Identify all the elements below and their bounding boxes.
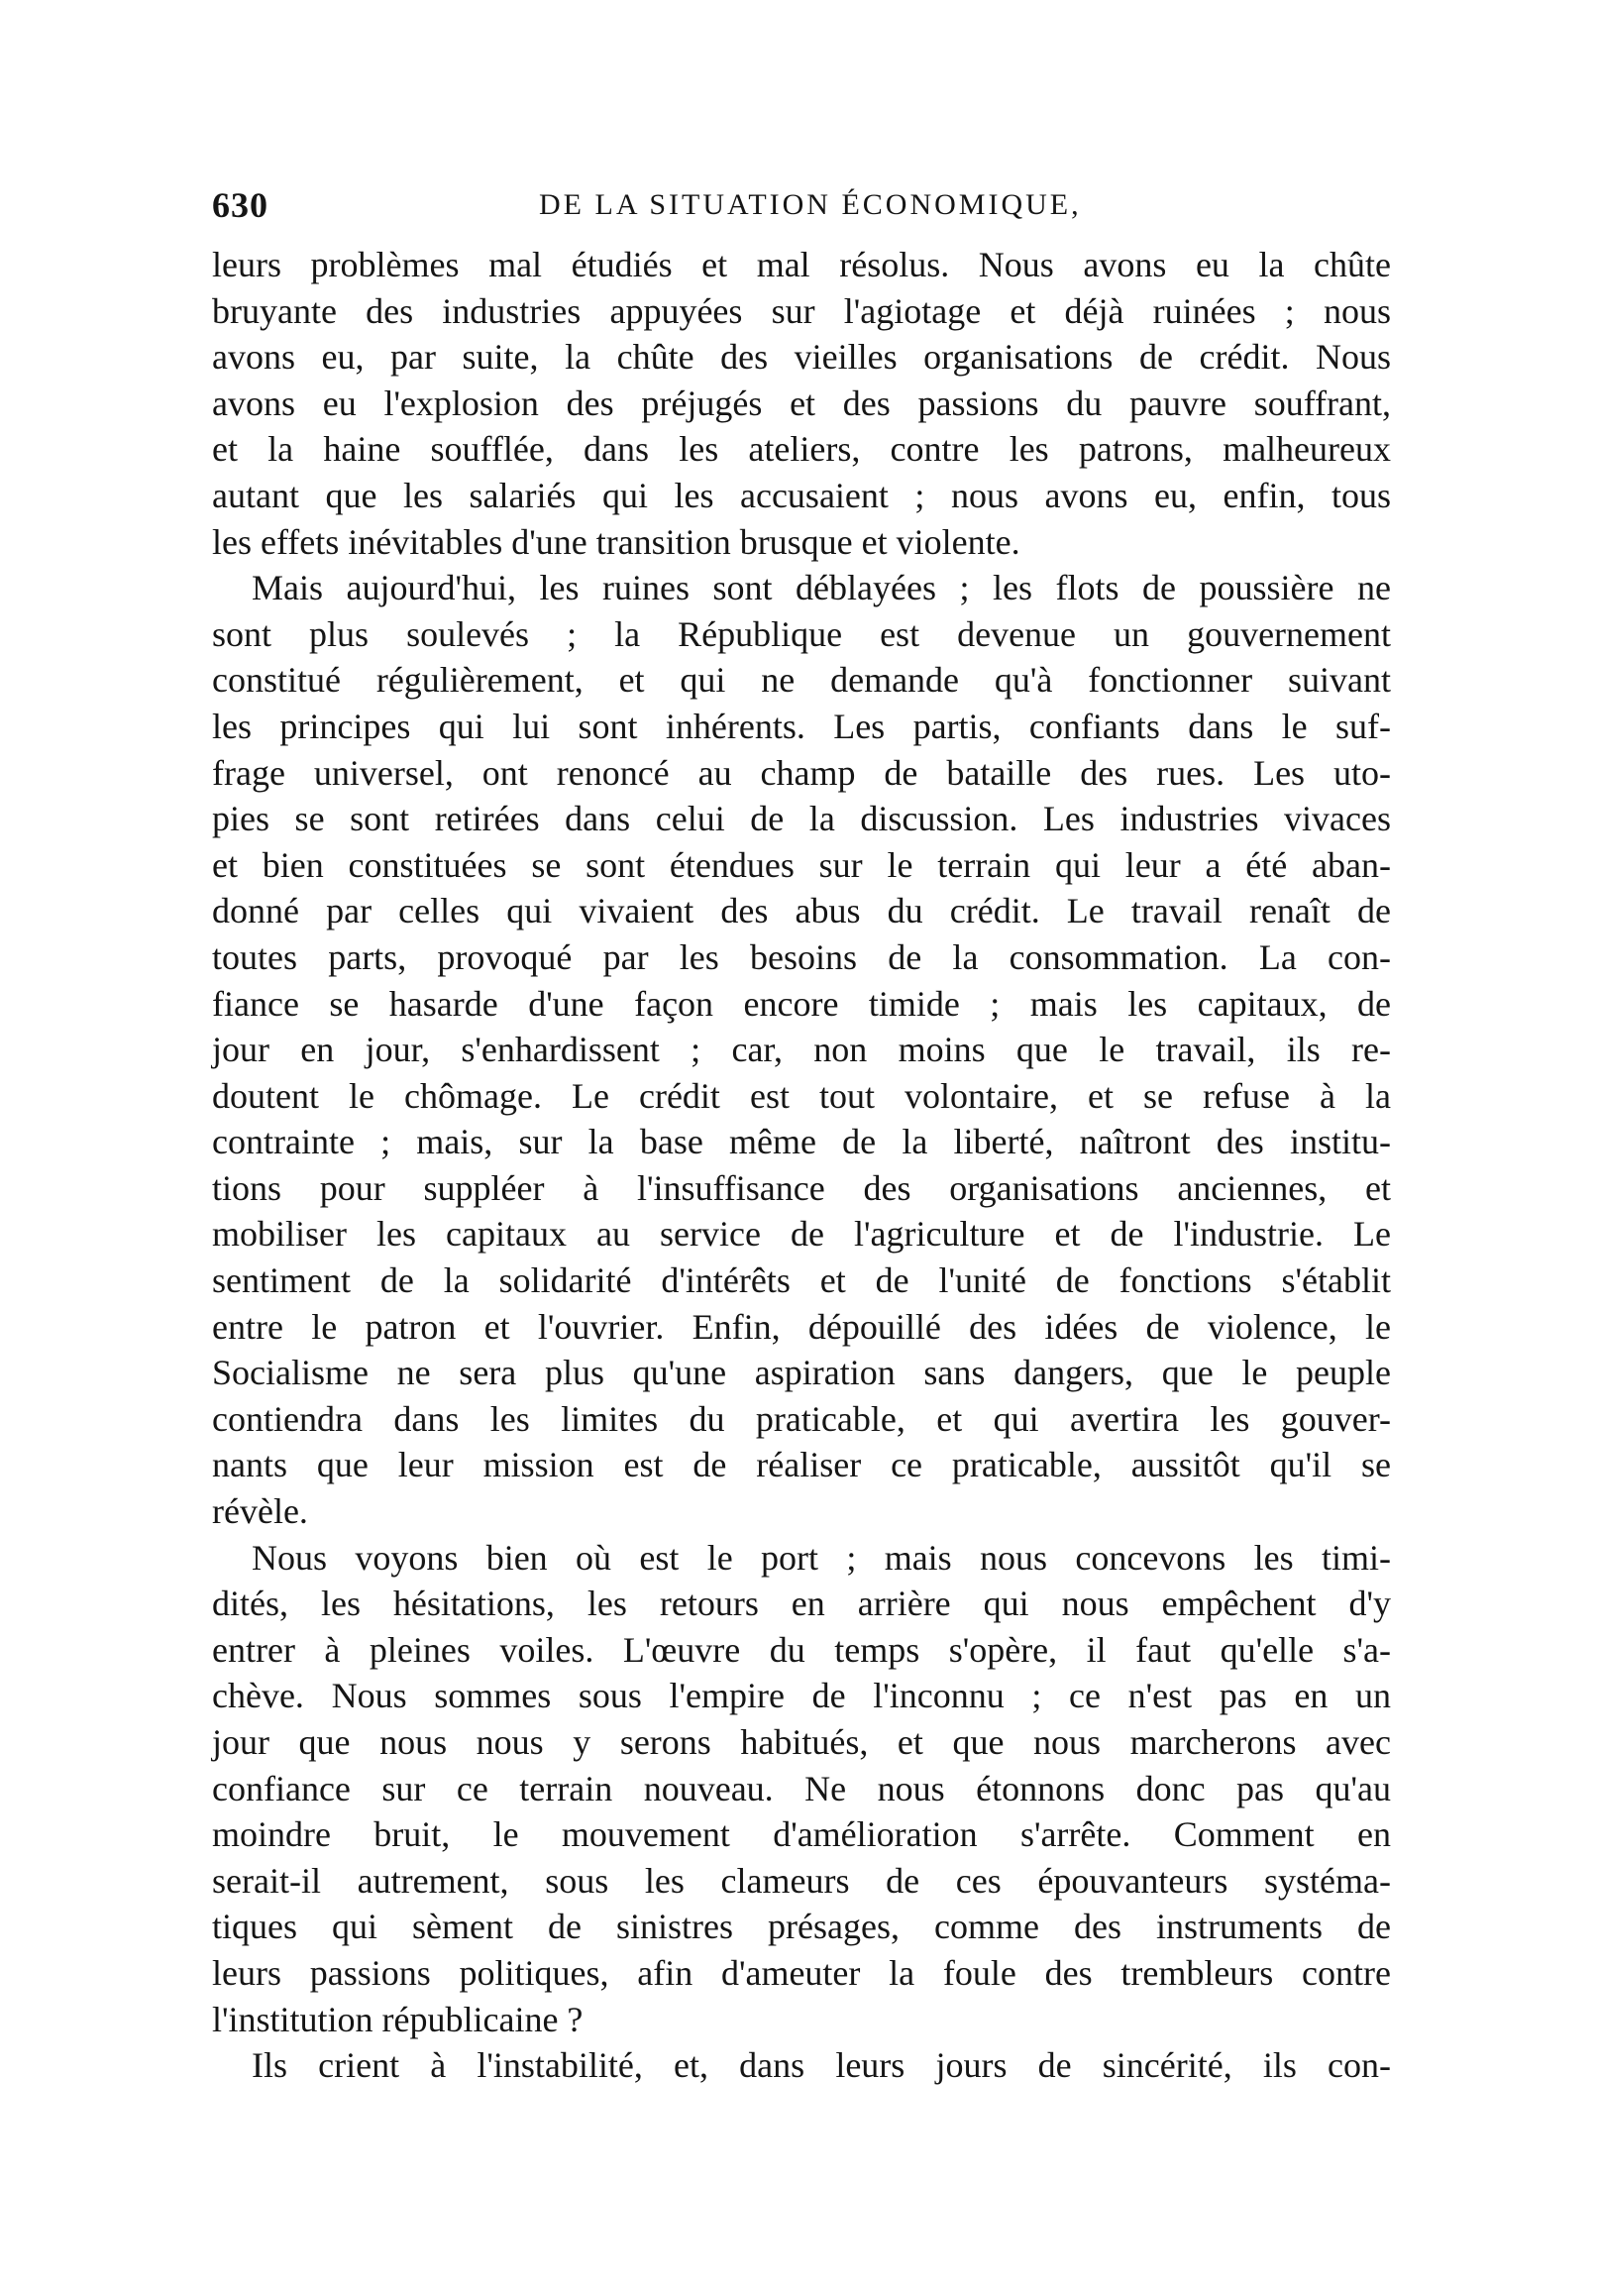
text-line: Socialisme ne sera plus qu'une aspiration sans dangers, que le peuple xyxy=(212,1353,1391,1393)
text-line: et la haine soufflée, dans les ateliers, contre les patrons, malheureux xyxy=(212,429,1391,470)
text-line: leurs passions politiques, afin d'ameuter la foule des trembleurs contre xyxy=(212,1952,1391,1993)
text-line: donné par celles qui vivaient des abus du crédit. Le travail renaît de xyxy=(212,891,1391,931)
text-line: sentiment de la solidarité d'intérêts et de l'unité de fonctions s'établit xyxy=(212,1260,1391,1301)
text-line: les effets inévitables d'une transition brusque et violente. xyxy=(212,521,1020,562)
text-line: avons eu l'explosion des préjugés et des passions du pauvre souffrant, xyxy=(212,383,1391,423)
text-line: avons eu, par suite, la chûte des vieilles organisations de crédit. Nous xyxy=(212,337,1391,378)
text-line: fiance se hasarde d'une façon encore timide ; mais les capitaux, de xyxy=(212,983,1391,1024)
page-header xyxy=(212,184,1391,234)
text-line: tiques qui sèment de sinistres présages, comme des instruments de xyxy=(212,1907,1391,1947)
text-line: les principes qui lui sont inhérents. Les partis, confiants dans le suf- xyxy=(212,706,1391,746)
text-line: jour que nous nous y serons habitués, et que nous marcherons avec xyxy=(212,1722,1391,1762)
text-line: et bien constituées se sont étendues sur le terrain qui leur a été aban- xyxy=(212,844,1391,885)
text-line: confiance sur ce terrain nouveau. Ne nous étonnons donc pas qu'au xyxy=(212,1768,1391,1808)
text-line: nants que leur mission est de réaliser ce praticable, aussitôt qu'il se xyxy=(212,1445,1391,1485)
text-line: l'institution républicaine ? xyxy=(212,1999,584,2039)
text-line: chève. Nous sommes sous l'empire de l'inconnu ; ce n'est pas en un xyxy=(212,1676,1391,1716)
text-line: pies se sont retirées dans celui de la discussion. Les industries vivaces xyxy=(212,799,1391,839)
text-line: entre le patron et l'ouvrier. Enfin, dépouillé des idées de violence, le xyxy=(212,1306,1391,1347)
text-line: leurs problèmes mal étudiés et mal résolus. Nous avons eu la chûte xyxy=(212,245,1391,284)
text-line: Mais aujourd'hui, les ruines sont déblayées ; les flots de poussière ne xyxy=(252,568,1391,608)
running-head: DE LA SITUATION ÉCONOMIQUE, xyxy=(539,188,1082,221)
text-line: sont plus soulevés ; la République est devenue un gouvernement xyxy=(212,613,1391,654)
text-line: tions pour suppléer à l'insuffisance des organisations anciennes, et xyxy=(212,1167,1391,1208)
text-line: moindre bruit, le mouvement d'amélioration s'arrête. Comment en xyxy=(212,1814,1391,1855)
text-line: doutent le chômage. Le crédit est tout volontaire, et se refuse à la xyxy=(212,1075,1391,1116)
text-line: autant que les salariés qui les accusaient ; nous avons eu, enfin, tous xyxy=(212,475,1391,515)
text-line: dités, les hésitations, les retours en arrière qui nous empêchent d'y xyxy=(212,1584,1391,1624)
text-line: mobiliser les capitaux au service de l'agriculture et de l'industrie. Le xyxy=(212,1214,1391,1255)
text-line: constitué régulièrement, et qui ne demande qu'à fonctionner suivant xyxy=(212,660,1391,701)
body-text xyxy=(212,242,1391,2089)
text-line: Ils crient à l'instabilité, et, dans leurs jours de sincérité, ils con- xyxy=(252,2045,1391,2086)
text-line: contiendra dans les limites du praticable, et qui avertira les gouver- xyxy=(212,1398,1391,1439)
text-line: révèle. xyxy=(212,1491,308,1532)
text-line: Nous voyons bien où est le port ; mais nous concevons les timi- xyxy=(252,1537,1391,1578)
text-line: jour en jour, s'enhardissent ; car, non moins que le travail, ils re- xyxy=(212,1030,1391,1070)
text-line: bruyante des industries appuyées sur l'agiotage et déjà ruinées ; nous xyxy=(212,290,1391,331)
text-line: serait-il autrement, sous les clameurs de ces épouvanteurs systéma- xyxy=(212,1860,1391,1901)
text-line: frage universel, ont renoncé au champ de bataille des rues. Les uto- xyxy=(212,752,1391,793)
text-line: contrainte ; mais, sur la base même de la liberté, naîtront des institu- xyxy=(212,1122,1391,1162)
text-line: entrer à pleines voiles. L'œuvre du temps s'opère, il faut qu'elle s'a- xyxy=(212,1629,1391,1670)
text-line: toutes parts, provoqué par les besoins de la consommation. La con- xyxy=(212,936,1391,977)
page-number: 630 xyxy=(212,185,268,225)
